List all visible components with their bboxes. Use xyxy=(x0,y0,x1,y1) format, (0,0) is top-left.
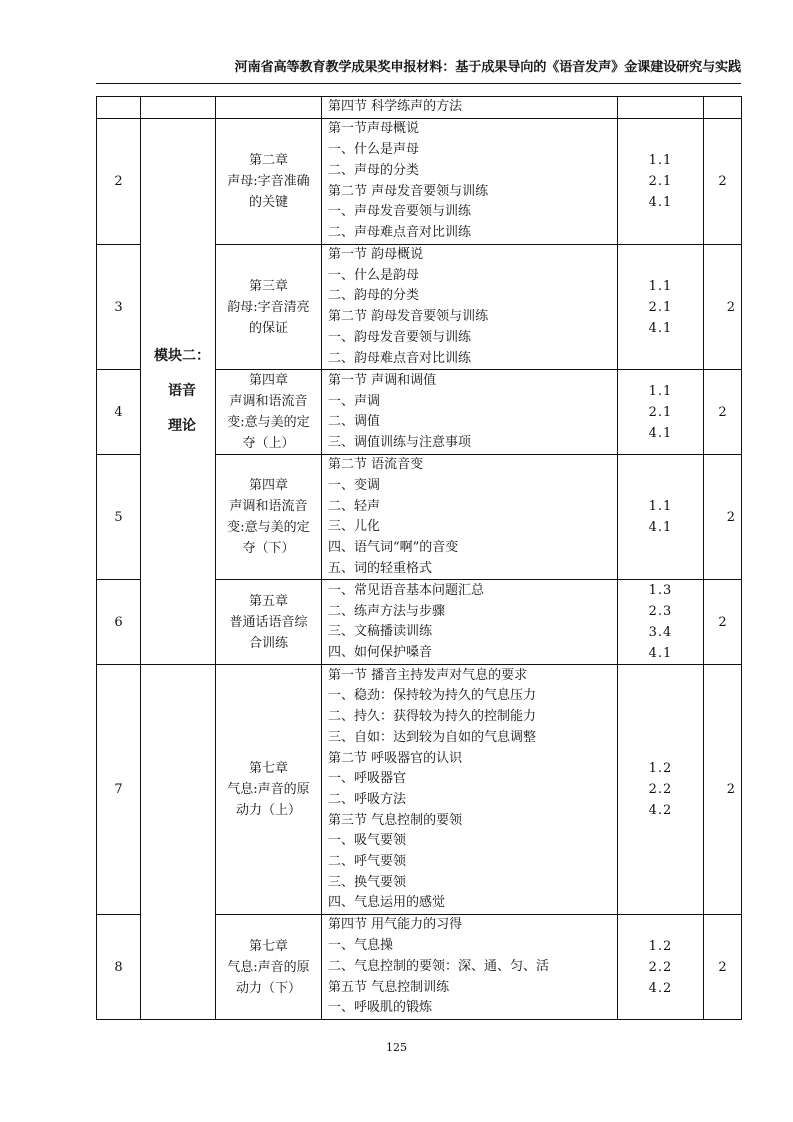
content-line: 二、声母难点音对比训练 xyxy=(328,224,472,240)
content-line: 三、自如：达到较为自如的气息调整 xyxy=(328,729,537,745)
cell-module-empty xyxy=(141,665,216,1020)
standard-line: 1.1 xyxy=(648,278,673,294)
content-line: 第一节 韵母概说 xyxy=(328,247,424,262)
standard-line: 2.1 xyxy=(648,174,673,189)
content-line: 二、韵母的分类 xyxy=(328,288,420,304)
document-header: 河南省高等教育教学成果奖申报材料：基于成果导向的《语音发声》金课建设研究与实践 xyxy=(234,60,741,75)
cell-content xyxy=(322,97,618,119)
cell-content xyxy=(322,370,618,455)
content-line: 第三节 气息控制的要领 xyxy=(328,812,463,828)
cell-num: 2 xyxy=(97,119,141,245)
cell-standards xyxy=(618,915,704,1020)
standard-line: 4.1 xyxy=(648,195,673,210)
table-row xyxy=(97,119,742,245)
chapter-line: 普通话语音综 xyxy=(229,614,308,630)
table-row-top xyxy=(97,97,742,119)
chapter-line: 动力（下） xyxy=(235,980,301,996)
table-row xyxy=(97,665,742,915)
standard-line: 4.1 xyxy=(648,320,673,336)
content-line: 一、什么是韵母 xyxy=(328,267,420,283)
cell-hours: 2 xyxy=(704,119,742,245)
cell-hours: 2 xyxy=(704,370,742,455)
chapter-line: 声母:字音准确 xyxy=(227,174,310,189)
content-line: 一、声母发音要领与训练 xyxy=(328,204,472,220)
cell-hours xyxy=(704,97,742,119)
standard-line: 2.1 xyxy=(648,404,673,420)
cell-hours: 2 xyxy=(704,245,742,370)
standard-line: 1.2 xyxy=(648,761,673,777)
standard-line: 2.1 xyxy=(648,299,673,315)
chapter-line: 动力（上） xyxy=(235,803,301,819)
content-line: 第五节 气息控制训练 xyxy=(328,979,450,995)
content-line: 第四节 科学练声的方法 xyxy=(328,99,463,115)
content-line: 二、轻声 xyxy=(328,498,381,514)
chapter-line: 的关键 xyxy=(248,195,288,210)
chapter-line: 第七章 xyxy=(248,938,288,954)
standard-line: 1.1 xyxy=(648,499,673,515)
cell-hours: 2 xyxy=(704,580,742,665)
standard-line: 1.3 xyxy=(648,583,673,599)
content-line: 三、换气要领 xyxy=(328,874,407,890)
chapter-line: 第七章 xyxy=(248,761,288,777)
content-line: 一、声调 xyxy=(328,393,381,409)
chapter-line: 变:意与美的定 xyxy=(227,415,310,431)
content-line: 二、持久：获得较为持久的控制能力 xyxy=(328,709,537,725)
module-line: 语音 xyxy=(168,383,196,400)
content-line: 一、吸气要领 xyxy=(328,833,407,849)
chapter-line: 气息:声音的原 xyxy=(227,782,310,798)
cell-chapter xyxy=(216,580,322,665)
cell-chapter xyxy=(216,119,322,245)
chapter-line: 声调和语流音 xyxy=(229,394,308,410)
content-line: 第一节 声调和调值 xyxy=(328,372,437,388)
content-line: 第一节声母概说 xyxy=(328,121,420,137)
content-line: 三、儿化 xyxy=(328,519,381,535)
standard-line: 2.2 xyxy=(648,959,673,975)
cell-chapter xyxy=(216,97,322,119)
cell-chapter xyxy=(216,915,322,1020)
standard-line: 1.1 xyxy=(648,153,673,168)
cell-hours: 2 xyxy=(704,455,742,580)
chapter-line: 的保证 xyxy=(248,320,288,336)
content-line: 第二节 呼吸器官的认识 xyxy=(328,750,463,766)
standard-line: 1.1 xyxy=(648,383,673,399)
standard-line: 1.2 xyxy=(648,938,673,954)
standard-line: 4.1 xyxy=(648,646,673,662)
chapter-line: 变:意与美的定 xyxy=(227,520,310,536)
content-line: 一、常见语音基本问题汇总 xyxy=(328,583,485,599)
module-line: 理论 xyxy=(168,418,196,435)
cell-content xyxy=(322,119,618,245)
content-line: 二、呼气要领 xyxy=(328,854,407,870)
cell-content xyxy=(322,665,618,915)
cell-num: 7 xyxy=(97,665,141,915)
chapter-line: 声调和语流音 xyxy=(229,499,308,515)
standard-line: 4.2 xyxy=(648,803,673,819)
chapter-line: 气息:声音的原 xyxy=(227,959,310,975)
cell-content xyxy=(322,455,618,580)
standard-line: 4.1 xyxy=(648,520,673,536)
cell-standards xyxy=(618,665,704,915)
chapter-line: 夺（下） xyxy=(242,541,295,557)
content-line: 三、文稿播读训练 xyxy=(328,624,433,640)
content-line: 一、变调 xyxy=(328,477,381,493)
content-line: 二、练声方法与步骤 xyxy=(328,603,446,619)
chapter-line: 夺（上） xyxy=(242,436,295,452)
standard-line: 4.1 xyxy=(648,425,673,441)
chapter-line: 第四章 xyxy=(248,373,288,389)
chapter-line: 第二章 xyxy=(248,153,288,168)
cell-num: 6 xyxy=(97,580,141,665)
content-line: 第四节 用气能力的习得 xyxy=(328,917,463,933)
content-line: 第二节 韵母发音要领与训练 xyxy=(328,309,489,325)
cell-chapter xyxy=(216,245,322,370)
content-line: 第二节 声母发音要领与训练 xyxy=(328,183,489,199)
content-line: 二、气息控制的要领：深、通、匀、活 xyxy=(328,958,550,974)
cell-chapter xyxy=(216,455,322,580)
chapter-line: 第五章 xyxy=(248,593,288,609)
cell-hours: 2 xyxy=(704,665,742,915)
content-line: 二、呼吸方法 xyxy=(328,791,407,807)
chapter-line: 第四章 xyxy=(248,478,288,494)
content-line: 一、稳劲：保持较为持久的气息压力 xyxy=(328,688,537,704)
cell-module xyxy=(141,119,216,665)
cell-num: 4 xyxy=(97,370,141,455)
cell-hours: 2 xyxy=(704,915,742,1020)
cell-module xyxy=(141,97,216,119)
cell-content xyxy=(322,245,618,370)
standard-line: 2.2 xyxy=(648,782,673,798)
course-table xyxy=(96,96,742,1020)
cell-num: 8 xyxy=(97,915,141,1020)
chapter-line: 第三章 xyxy=(248,278,288,294)
standard-line: 2.3 xyxy=(648,604,673,620)
cell-standards xyxy=(618,580,704,665)
cell-num: 5 xyxy=(97,455,141,580)
cell-standards xyxy=(618,455,704,580)
standard-line: 3.4 xyxy=(648,625,673,641)
content-line: 二、韵母难点音对比训练 xyxy=(328,350,472,366)
content-line: 第一节 播音主持发声对气息的要求 xyxy=(328,667,528,683)
content-line: 一、呼吸肌的锻炼 xyxy=(328,1000,433,1016)
chapter-line: 合训练 xyxy=(248,635,288,651)
cell-standards xyxy=(618,119,704,245)
cell-content xyxy=(322,580,618,665)
content-line: 三、调值训练与注意事项 xyxy=(328,434,472,450)
content-line: 四、如何保护嗓音 xyxy=(328,645,433,661)
cell-chapter xyxy=(216,665,322,915)
content-line: 一、什么是声母 xyxy=(328,142,420,158)
chapter-line: 韵母:字音清亮 xyxy=(227,299,310,315)
content-line: 四、语气词“啊”的音变 xyxy=(328,540,459,556)
module-line: 模块二： xyxy=(154,348,210,365)
standard-line: 4.2 xyxy=(648,980,673,996)
content-line: 四、气息运用的感觉 xyxy=(328,895,446,911)
content-line: 一、呼吸器官 xyxy=(328,771,407,787)
content-line: 二、声母的分类 xyxy=(328,162,420,178)
content-line: 二、调值 xyxy=(328,414,381,430)
content-line: 一、韵母发音要领与训练 xyxy=(328,329,472,345)
cell-content xyxy=(322,915,618,1020)
header-rule xyxy=(96,83,741,84)
content-line: 第二节 语流音变 xyxy=(328,457,424,473)
content-line: 五、词的轻重格式 xyxy=(328,560,433,576)
cell-standards xyxy=(618,97,704,119)
cell-num: 3 xyxy=(97,245,141,370)
cell-standards xyxy=(618,245,704,370)
page-number: 125 xyxy=(386,1041,407,1054)
cell-chapter xyxy=(216,370,322,455)
content-line: 一、气息操 xyxy=(328,938,394,954)
cell-num xyxy=(97,97,141,119)
cell-standards xyxy=(618,370,704,455)
